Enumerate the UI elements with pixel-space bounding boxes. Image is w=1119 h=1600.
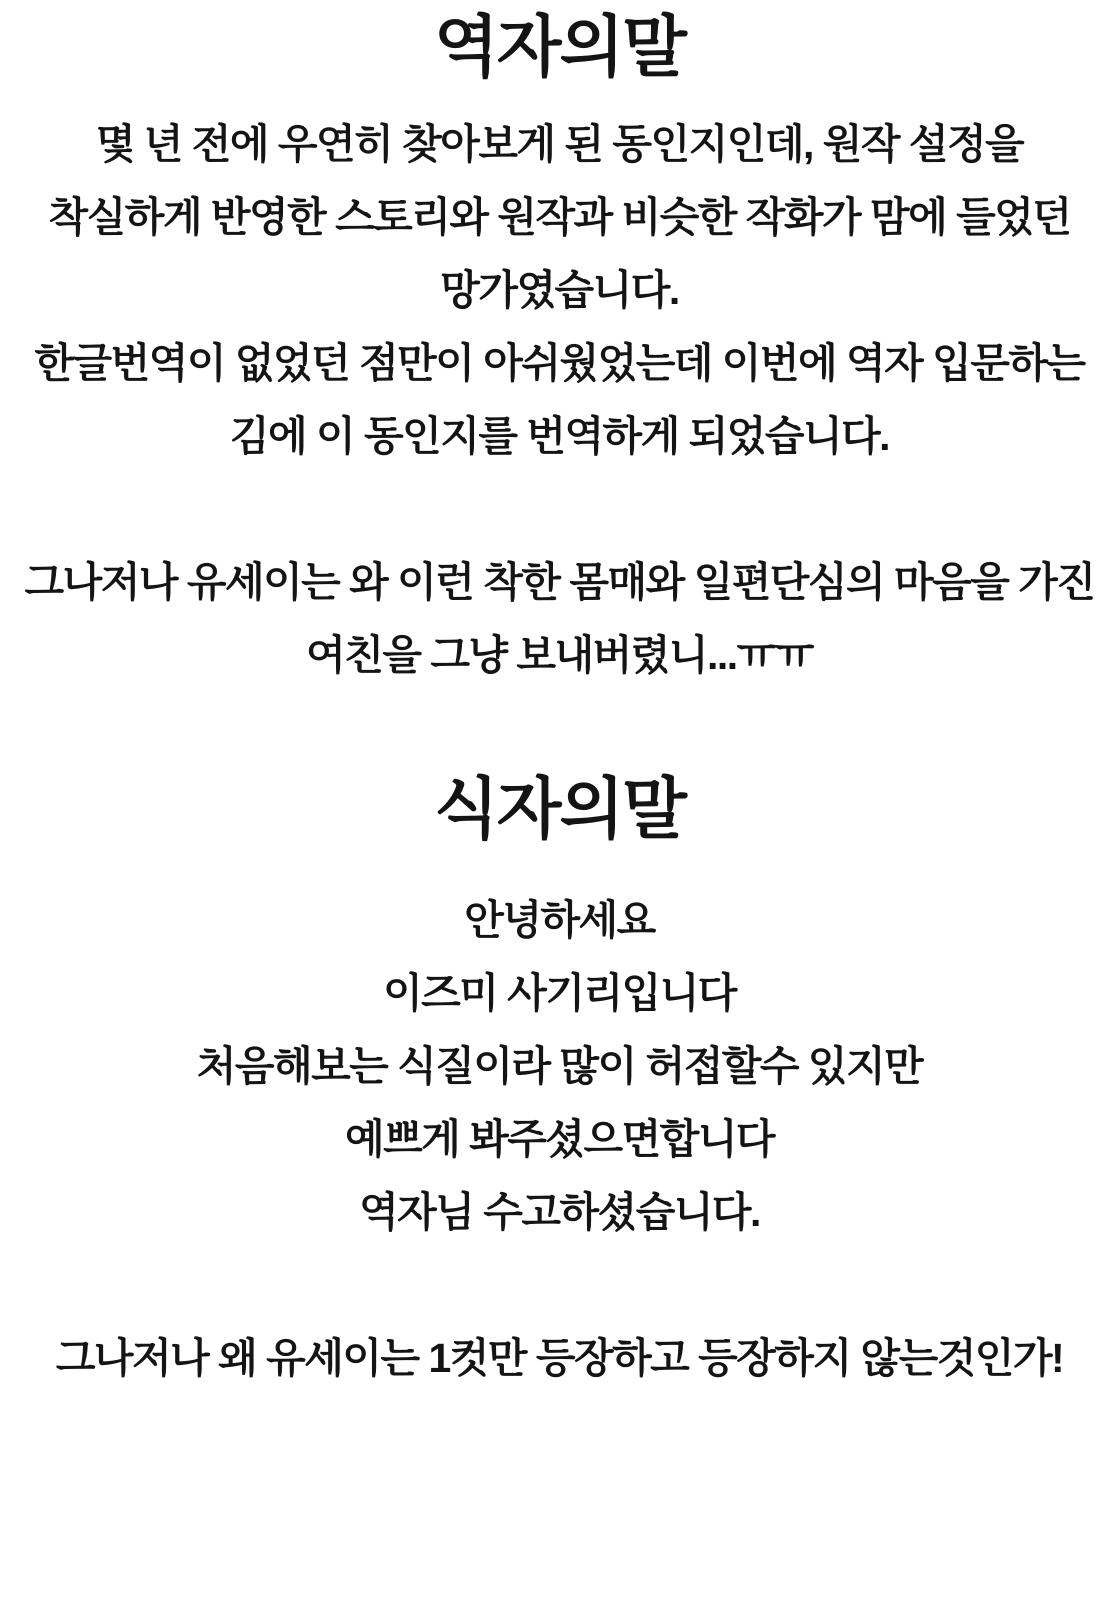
text-line: 그나저나 왜 유세이는 1컷만 등장하고 등장하지 않는것인가! bbox=[55, 1335, 1064, 1381]
text-line: 안녕하세요 bbox=[464, 897, 655, 943]
text-line: 몇 년 전에 우연히 찾아보게 된 동인지인데, 원작 설정을 bbox=[95, 121, 1024, 167]
blank-line bbox=[0, 473, 1119, 546]
text-line: 망가였습니다. bbox=[440, 267, 679, 313]
translator-note-section bbox=[0, 4, 1119, 692]
text-line: 그나저나 유세이는 와 이런 착한 몸매와 일편단심의 마음을 가진 bbox=[24, 559, 1095, 605]
typesetter-note-body bbox=[0, 884, 1119, 1395]
text-line: 처음해보는 식질이라 많이 허접할수 있지만 bbox=[196, 1043, 923, 1089]
text-line: 이즈미 사기리입니다 bbox=[383, 970, 736, 1016]
translator-note-title: 역자의말 bbox=[434, 10, 685, 85]
typesetter-note-section bbox=[0, 766, 1119, 1395]
text-line: 착실하게 반영한 스토리와 원작과 비슷한 작화가 맘에 들었던 bbox=[48, 194, 1071, 240]
text-line: 한글번역이 없었던 점만이 아쉬웠었는데 이번에 역자 입문하는 bbox=[34, 340, 1085, 386]
blank-line bbox=[0, 1249, 1119, 1322]
text-line: 역자님 수고하셨습니다. bbox=[359, 1189, 760, 1235]
text-line: 김에 이 동인지를 번역하게 되었습니다. bbox=[229, 413, 890, 459]
text-line: 여친을 그냥 보내버렸니...ㅠㅠ bbox=[306, 632, 813, 678]
translator-note-body bbox=[0, 108, 1119, 692]
text-line: 예쁘게 봐주셨으면합니다 bbox=[344, 1116, 775, 1162]
typesetter-note-title: 식자의말 bbox=[434, 772, 685, 847]
